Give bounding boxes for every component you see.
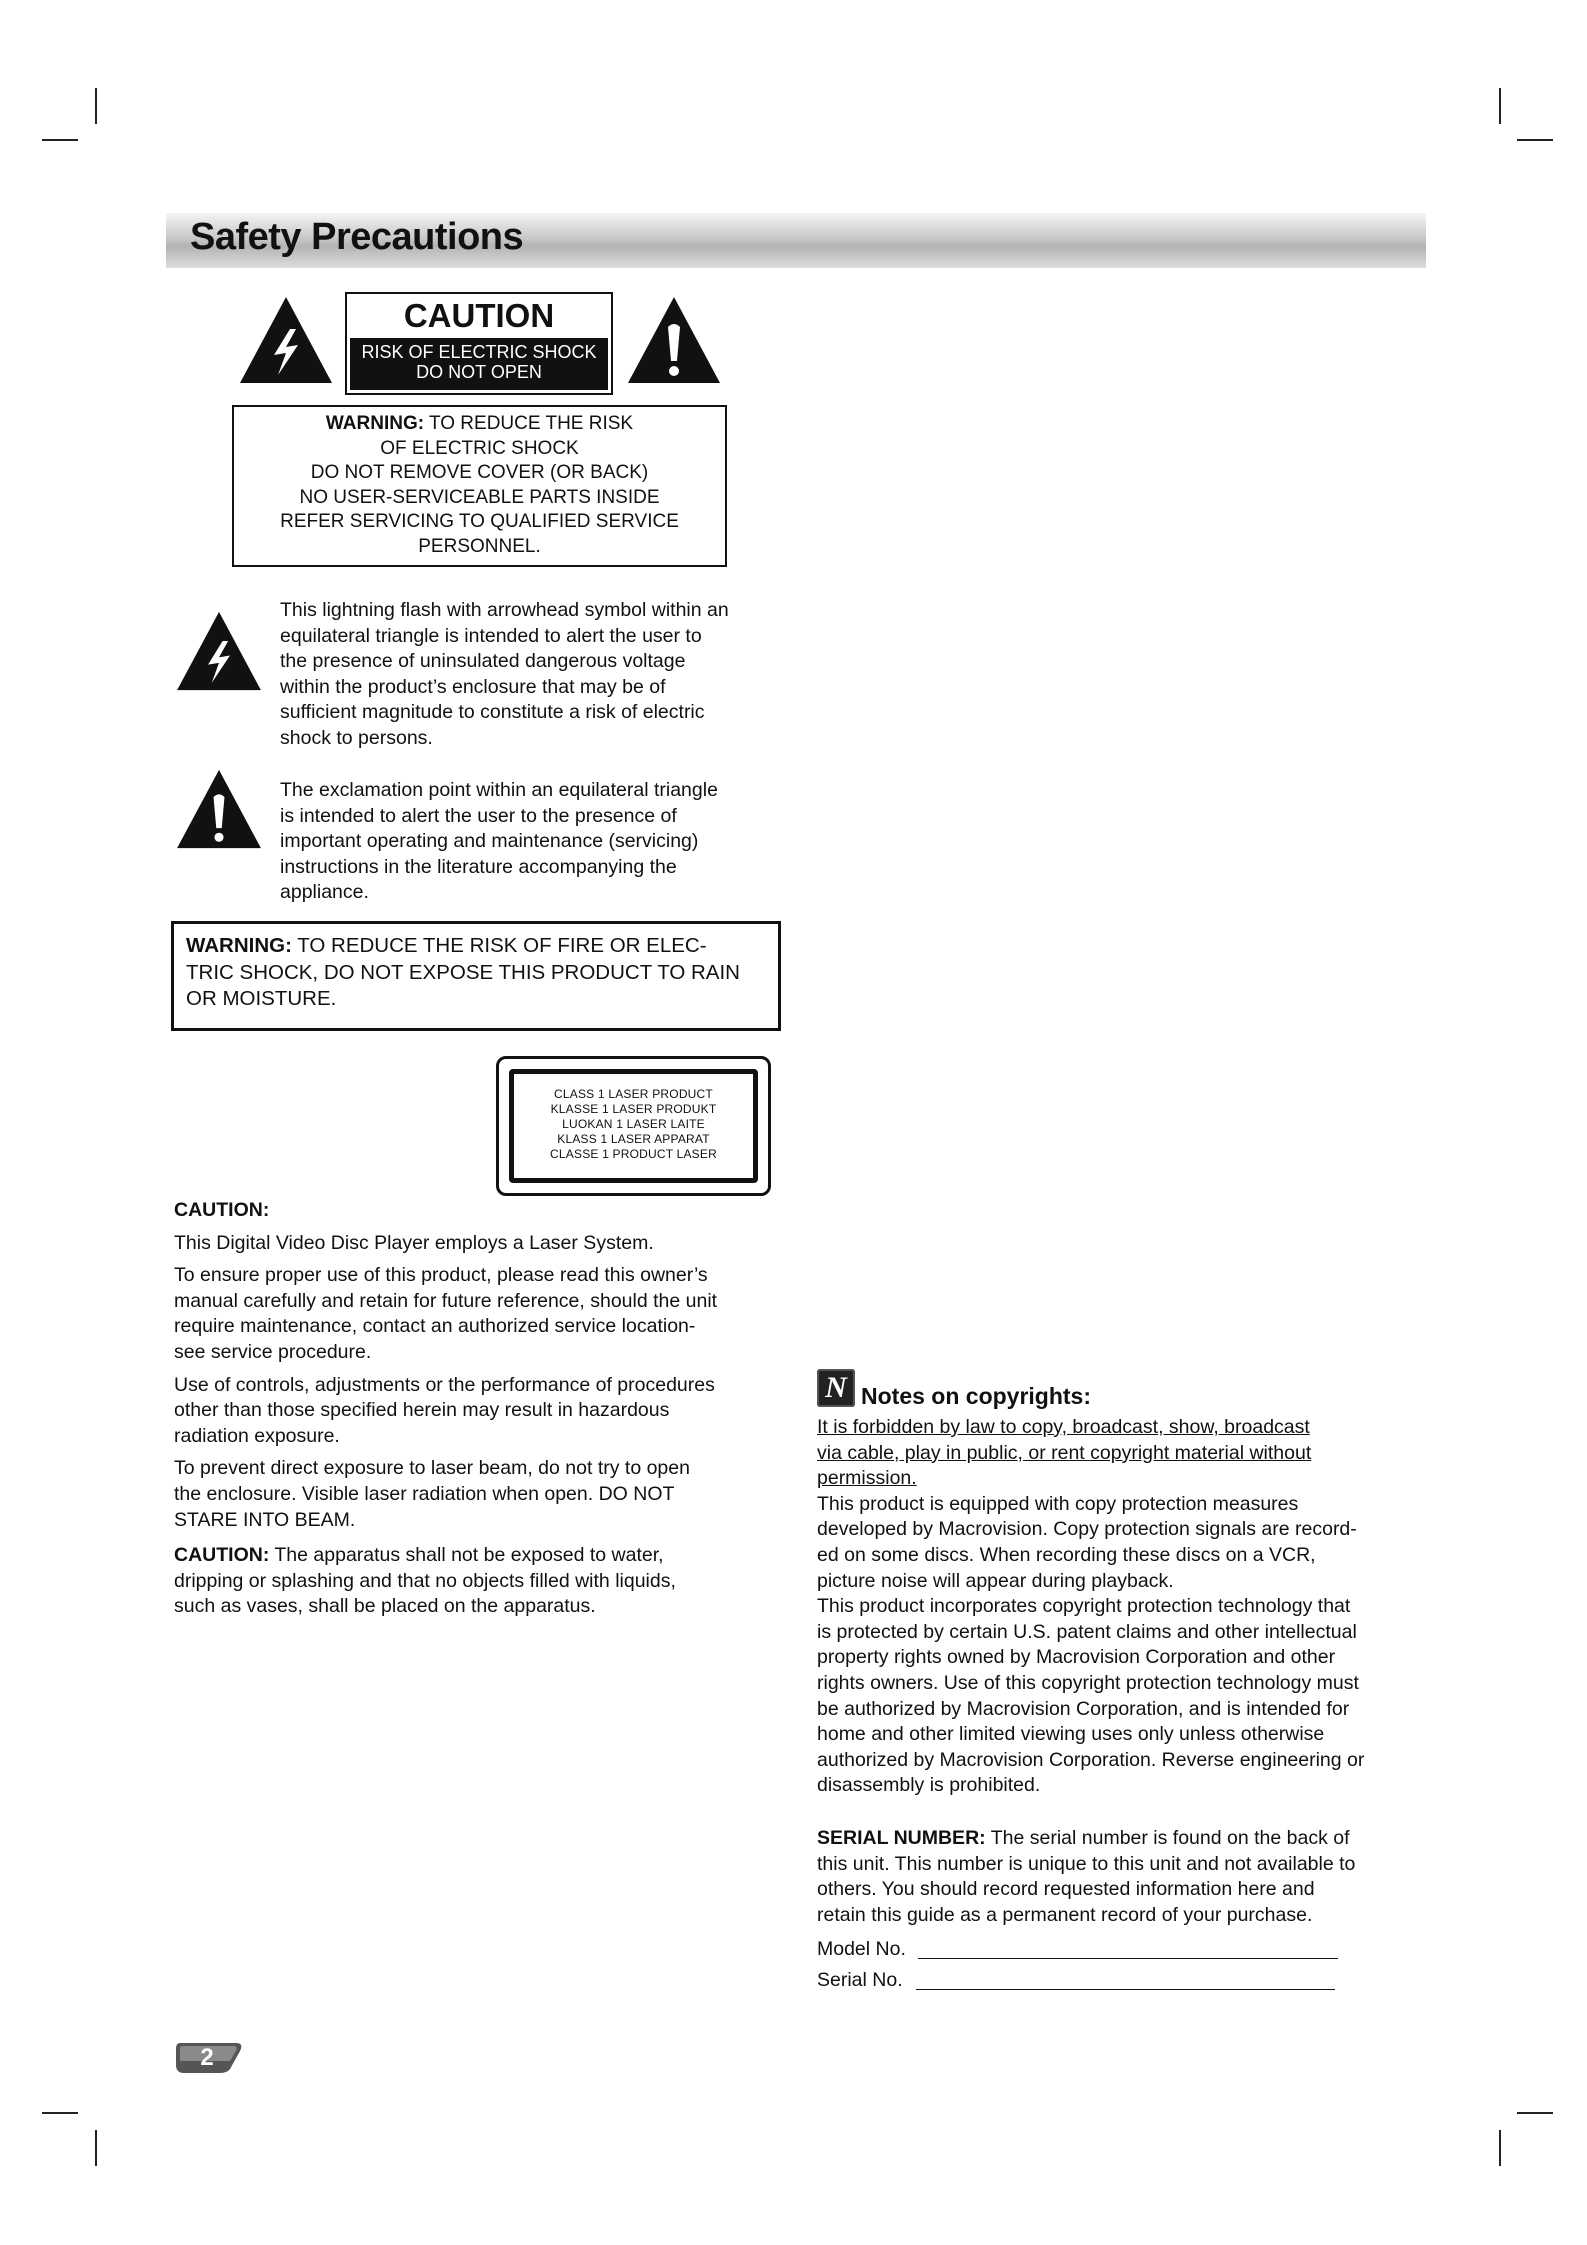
exclamation-line: The exclamation point within an equilateral triangle	[280, 779, 718, 801]
fire-warning-line1	[186, 933, 768, 960]
note-icon	[817, 1369, 855, 1407]
lightning-line: This lightning flash with arrowhead symbol within an	[280, 599, 729, 621]
caution-p5-line: dripping or splashing and that no objects filled with liquids,	[174, 1569, 676, 1592]
exclamation-symbol-icon	[175, 768, 263, 850]
caution-label-banner	[350, 338, 608, 390]
copyright-underlined-line: It is forbidden by law to copy, broadcast, show, broadcast	[817, 1416, 1310, 1438]
warning-line1	[234, 412, 725, 437]
serial-line: this unit. This number is unique to this unit and not available to	[817, 1852, 1356, 1875]
lightning-line: shock to persons.	[280, 726, 433, 749]
caution-p3-line: other than those specified herein may result in hazardous	[174, 1399, 670, 1422]
caution-label	[345, 292, 613, 395]
copyright-body-line: This product is equipped with copy protection measures	[817, 1492, 1299, 1515]
copyright-body-line: picture noise will appear during playback.	[817, 1569, 1174, 1592]
exclamation-line: is intended to alert the user to the presence of	[280, 804, 677, 827]
caution-p2-line: require maintenance, contact an authorized service location-	[174, 1315, 696, 1338]
serial-line: retain this guide as a permanent record of your purchase.	[817, 1903, 1313, 1926]
lightning-line: within the product’s enclosure that may be of	[280, 675, 666, 698]
serial-line1-text: The serial number is found on the back of	[985, 1827, 1350, 1849]
note-icon-letter: N	[825, 1371, 847, 1404]
serial-number-field[interactable]	[916, 1989, 1335, 1990]
copyright-underlined-line: permission.	[817, 1467, 917, 1490]
copyright-body-line: developed by Macrovision. Copy protection signals are record-	[817, 1518, 1357, 1541]
serial-label: SERIAL NUMBER:	[817, 1827, 986, 1849]
caution-p5-label: CAUTION:	[174, 1544, 270, 1567]
laser-line: CLASS 1 LASER PRODUCT	[554, 1087, 713, 1101]
crop-mark-tl-h	[42, 139, 78, 141]
warning-label: WARNING:	[325, 413, 425, 434]
caution-label-title: CAUTION	[403, 297, 555, 334]
caution-section	[174, 1198, 789, 1620]
caution-p5-line: such as vases, shall be placed on the apparatus.	[174, 1595, 596, 1618]
exclamation-warning-icon	[626, 295, 722, 385]
copyright-body-line: property rights owned by Macrovision Corporation and other	[817, 1646, 1336, 1669]
copyright-body-line: disassembly is prohibited.	[817, 1774, 1041, 1797]
caution-paragraph-5	[174, 1543, 789, 1620]
fire-warning-line1-text: TO REDUCE THE RISK OF FIRE OR ELEC-	[291, 934, 707, 957]
laser-product-label	[496, 1056, 771, 1196]
copyright-body-line: authorized by Macrovision Corporation. Reverse engineering or	[817, 1748, 1365, 1771]
caution-p4-line: STARE INTO BEAM.	[174, 1508, 356, 1531]
crop-mark-br-v	[1499, 2130, 1501, 2166]
laser-label-text	[499, 1087, 768, 1162]
warning-line5: REFER SERVICING TO QUALIFIED SERVICE	[280, 511, 679, 532]
caution-paragraph-3	[174, 1373, 789, 1450]
caution-heading: CAUTION:	[174, 1199, 270, 1221]
caution-paragraph-4	[174, 1456, 789, 1533]
page-title: Safety Precautions	[190, 216, 524, 258]
exclamation-line: appliance.	[280, 881, 369, 904]
lightning-warning-icon	[238, 295, 334, 385]
crop-mark-bl-v	[95, 2130, 97, 2166]
caution-paragraph-2	[174, 1263, 789, 1365]
serial-number-label: Serial No.	[817, 1969, 903, 1991]
caution-p4-line: the enclosure. Visible laser radiation when open. DO NOT	[174, 1482, 675, 1505]
serial-number-section	[817, 1826, 1437, 1928]
model-number-field[interactable]	[918, 1958, 1338, 1959]
crop-mark-tr-v	[1499, 88, 1501, 124]
laser-line: KLASSE 1 LASER PRODUKT	[550, 1102, 717, 1116]
crop-mark-tl-v	[95, 88, 97, 124]
copyright-body-line: be authorized by Macrovision Corporation, and is intended for	[817, 1697, 1350, 1720]
copyright-body-line: This product incorporates copyright protection technology that	[817, 1595, 1351, 1618]
copyright-body-line: ed on some discs. When recording these discs on a VCR,	[817, 1543, 1316, 1566]
crop-mark-bl-h	[42, 2112, 78, 2114]
caution-label-line1: RISK OF ELECTRIC SHOCK	[361, 342, 597, 362]
crop-mark-br-h	[1517, 2112, 1553, 2114]
warning-line4: NO USER-SERVICEABLE PARTS INSIDE	[299, 486, 660, 508]
laser-line: CLASSE 1 PRODUCT LASER	[550, 1147, 717, 1161]
copyright-body-line: is protected by certain U.S. patent claims and other intellectual	[817, 1620, 1357, 1643]
laser-line: LUOKAN 1 LASER LAITE	[562, 1117, 705, 1131]
warning-line1-text: TO REDUCE THE RISK	[424, 413, 634, 434]
copyright-section	[817, 1415, 1437, 1799]
serial-line1	[817, 1826, 1437, 1852]
caution-label-line2: DO NOT OPEN	[416, 362, 542, 382]
lightning-line: the presence of uninsulated dangerous voltage	[280, 650, 686, 673]
fire-warning-line3: OR MOISTURE.	[186, 987, 337, 1010]
copyright-body-line: rights owners. Use of this copyright protection technology must	[817, 1671, 1359, 1694]
caution-p2-line: To ensure proper use of this product, please read this owner’s	[174, 1264, 708, 1287]
caution-p5-line1-text: The apparatus shall not be exposed to water,	[269, 1544, 664, 1567]
warning-line6: PERSONNEL.	[418, 535, 541, 557]
serial-line: others. You should record requested information here and	[817, 1878, 1315, 1901]
caution-p3-line: Use of controls, adjustments or the performance of procedures	[174, 1373, 715, 1396]
exclamation-line: important operating and maintenance (servicing)	[280, 830, 699, 853]
copyright-underlined-line: via cable, play in public, or rent copyright material without	[817, 1441, 1312, 1464]
crop-mark-tr-h	[1517, 139, 1553, 141]
caution-paragraph-1: This Digital Video Disc Player employs a Laser System.	[174, 1231, 654, 1254]
caution-p4-line: To prevent direct exposure to laser beam, do not try to open	[174, 1457, 690, 1480]
fire-warning-box	[171, 921, 781, 1031]
warning-line3: DO NOT REMOVE COVER (OR BACK)	[310, 462, 649, 483]
lightning-line: equilateral triangle is intended to alert the user to	[280, 624, 702, 647]
exclamation-line: instructions in the literature accompanying the	[280, 855, 677, 878]
page-number: 2	[200, 2044, 214, 2071]
copyright-body-line: home and other limited viewing uses only unless otherwise	[817, 1723, 1325, 1746]
fire-warning-label: WARNING:	[186, 934, 292, 957]
caution-p3-line: radiation exposure.	[174, 1424, 340, 1447]
fire-warning-line2: TRIC SHOCK, DO NOT EXPOSE THIS PRODUCT TO RAIN	[186, 960, 740, 984]
lightning-symbol-icon	[175, 610, 263, 692]
laser-line: KLASS 1 LASER APPARAT	[557, 1132, 710, 1146]
electric-shock-warning-box	[232, 405, 727, 567]
exclamation-description	[280, 778, 790, 906]
model-number-label: Model No.	[817, 1938, 906, 1960]
lightning-description	[280, 598, 790, 752]
copyright-heading: Notes on copyrights:	[861, 1383, 1092, 1409]
caution-p5-line1	[174, 1543, 789, 1569]
warning-line2: OF ELECTRIC SHOCK	[380, 437, 579, 459]
lightning-line: sufficient magnitude to constitute a risk of electric	[280, 701, 705, 724]
caution-p2-line: see service procedure.	[174, 1340, 372, 1363]
caution-p2-line: manual carefully and retain for future reference, should the unit	[174, 1289, 718, 1312]
